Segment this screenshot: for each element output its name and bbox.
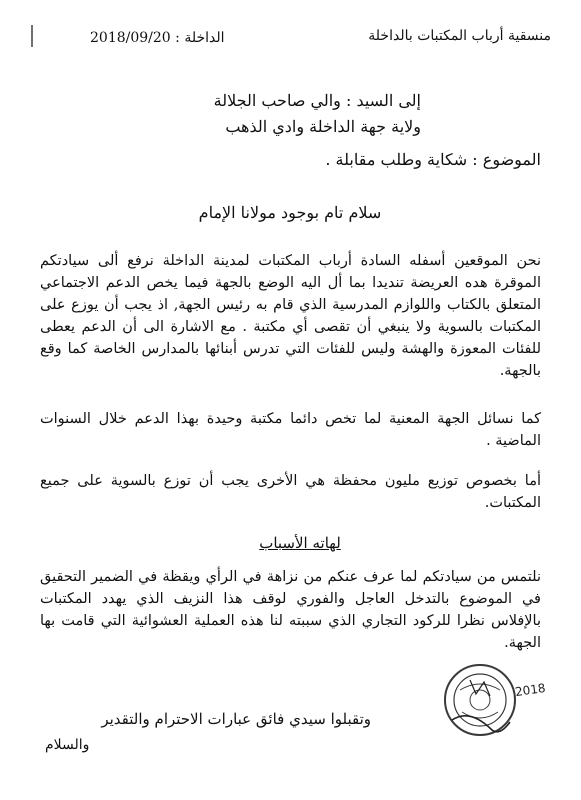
paragraph-3: أما بخصوص توزيع مليون محفظة هي الأخرى يجب أن توزع بالسوية على جميع المكتبات. bbox=[40, 473, 541, 511]
signature-year: 2018 bbox=[514, 680, 547, 700]
subject-line: الموضوع : شكاية وطلب مقابلة . bbox=[325, 150, 541, 169]
closing-line: وتقبلوا سيدي فائق عبارات الاحترام والتقدير bbox=[101, 710, 371, 728]
addressee-line-1: إلى السيد : والي صاحب الجلالة bbox=[213, 91, 421, 110]
paragraph-2: كما نسائل الجهة المعنية لما تخص دائما مكتبة وحيدة بهذا الدعم خلال السنوات الماضية . bbox=[40, 411, 541, 449]
paragraph-1: نحن الموقعين أسفله السادة أرباب المكتبات لمدينة الداخلة نرفع ألى سيادتكم الموقرة هده العريضة تنديدا بما أل اليه الوضع بالجهة فيما يخص الدعم الاجتماعي المتعلق بالكتاب واللوازم المدرسية الذي قام به رئيس الجهة, اذ يجب أن يوزع على المكتبات بالسوية ولا ينبغي أن تقصى أي مكتبة . مع الاشارة الى أن الدعم يعطى للفئات المعوزة والهشة وليس للفئات التي تدرس أبنائها بالمدارس الخاصة كما وقع بالجهة. bbox=[40, 253, 541, 379]
paragraph-4: نلتمس من سيادتكم لما عرف عنكم من نزاهة في الرأي ويقظة في الضمير التحقيق في الموضوع بالتدخل العاجل والفوري لوقف هذا النزيف الذي يهدد المكتبات بالإفلاس نظرا للركود التجاري الذي سببته لنا هذه العملية العشوائية التي قامت بها الجهة. bbox=[40, 569, 541, 651]
place-date: الداخلة : 2018/09/20 bbox=[90, 30, 225, 46]
signoff: والسلام bbox=[45, 737, 90, 753]
addressee-block bbox=[181, 88, 421, 140]
reasons-heading: لهاته الأسباب bbox=[259, 534, 341, 552]
addressee-line-2: ولاية جهة الداخلة وادي الذهب bbox=[225, 117, 421, 136]
official-stamp-icon bbox=[440, 660, 520, 740]
greeting: سلام تام بوجود مولانا الإمام bbox=[198, 203, 382, 222]
sender-header: منسقية أرباب المكتبات بالداخلة bbox=[368, 28, 551, 44]
header-mark bbox=[28, 25, 36, 47]
